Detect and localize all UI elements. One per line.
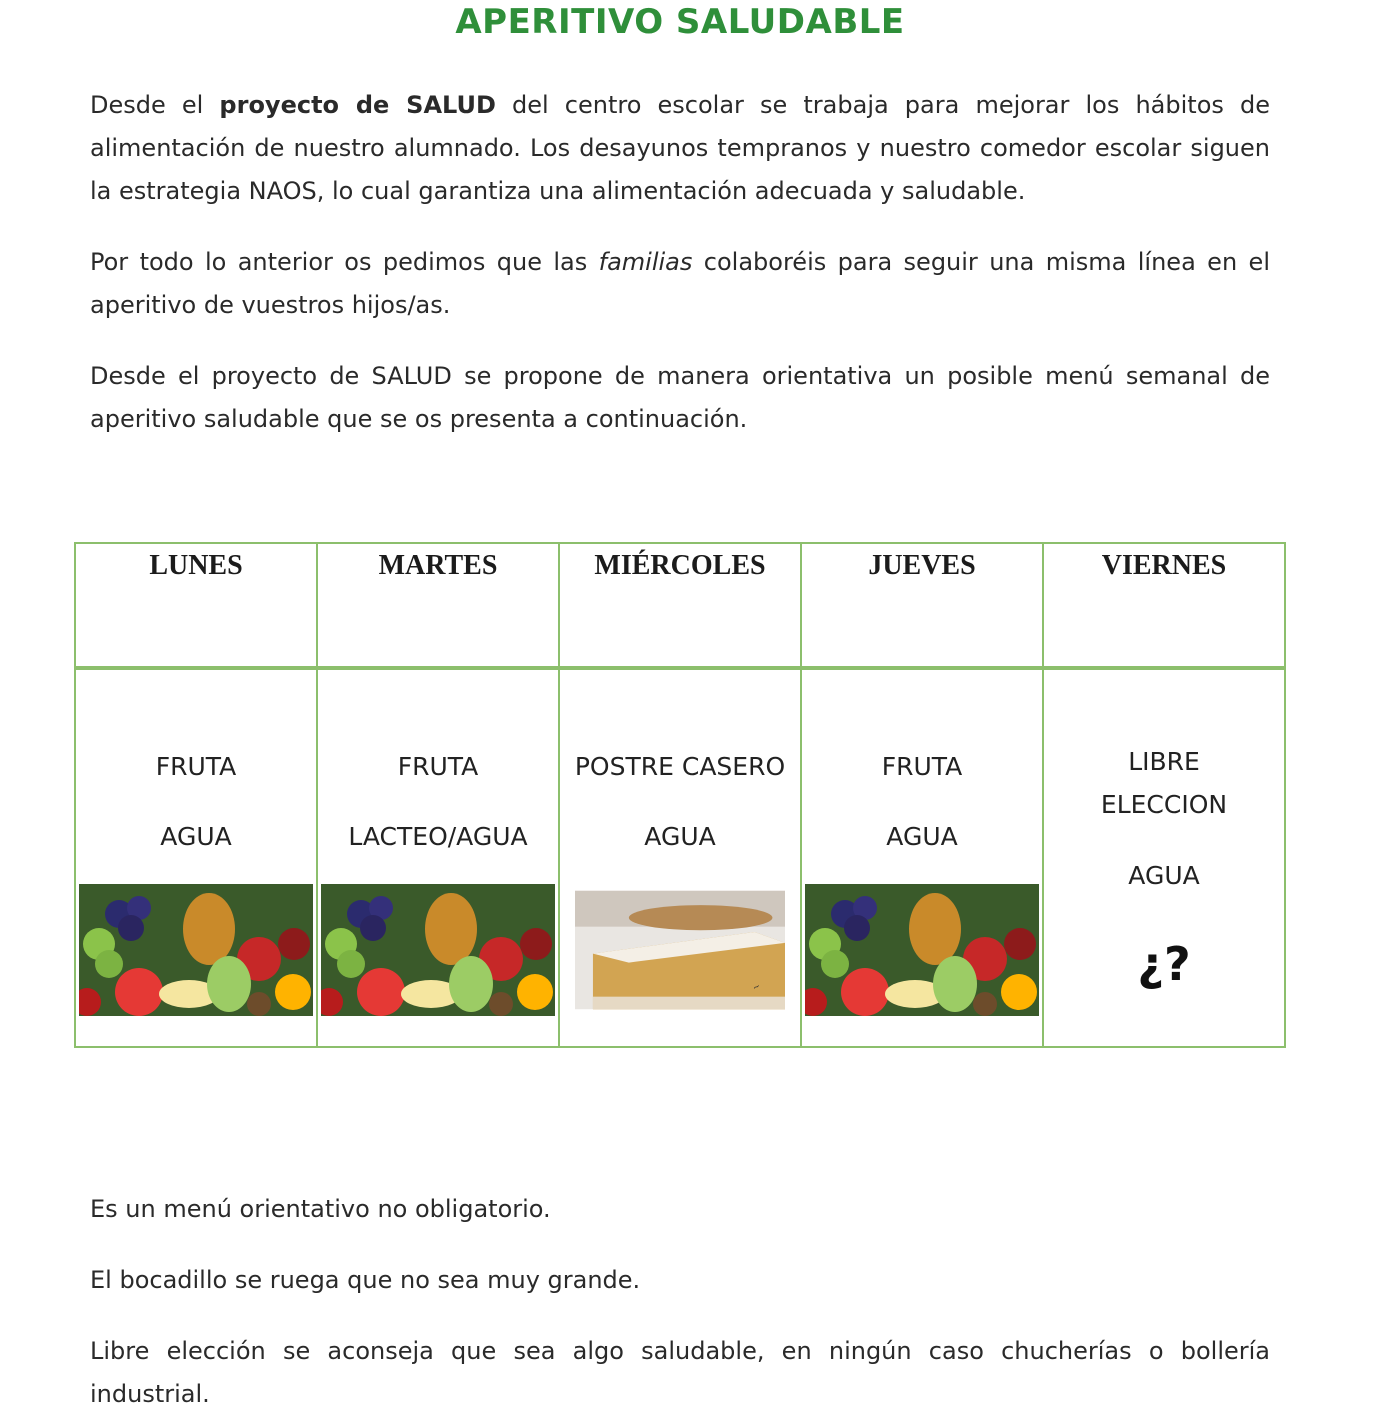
menu-cell-lunes: FRUTA AGUA	[75, 668, 317, 1047]
day-header-jueves: JUEVES	[801, 543, 1043, 668]
intro-paragraph: Desde el proyecto de SALUD del centro escolar se trabaja para mejorar los hábitos de alimentación de nuestro alumnado. Los desayunos tempranos y nuestro comedor escolar siguen la estrategia NAOS, lo cual garantiza una alimentación adecuada y saludable.	[90, 91, 1270, 205]
fruit-image	[805, 884, 1039, 1016]
day-header-viernes: VIERNES	[1043, 543, 1285, 668]
fruit-image	[79, 884, 313, 1016]
menu-cell-miercoles: POSTRE CASERO AGUA ~	[559, 668, 801, 1047]
request-paragraph: Por todo lo anterior os pedimos que las familias colaboréis para seguir una misma línea en el aperitivo de vuestros hijos/as.	[90, 248, 1270, 319]
footer-note-3: Libre elección se aconseja que sea algo saludable, en ningún caso chucherías o bollería industrial.	[90, 1337, 1270, 1408]
menu-cell-viernes: LIBRE ELECCION AGUA ¿?	[1043, 668, 1285, 1047]
day-header-lunes: LUNES	[75, 543, 317, 668]
footer-note-1: Es un menú orientativo no obligatorio.	[90, 1195, 551, 1223]
question-marks: ¿?	[1137, 937, 1191, 991]
page-title: APERITIVO SALUDABLE	[455, 2, 905, 42]
proposal-paragraph: Desde el proyecto de SALUD se propone de manera orientativa un posible menú semanal de aperitivo saludable que se os presenta a continuación.	[90, 362, 1270, 433]
day-header-martes: MARTES	[317, 543, 559, 668]
fruit-image	[321, 884, 555, 1016]
menu-cell-martes: FRUTA LACTEO/AGUA	[317, 668, 559, 1047]
day-header-miercoles: MIÉRCOLES	[559, 543, 801, 668]
weekly-menu-table	[74, 542, 1286, 1048]
cake-image	[575, 884, 785, 1016]
menu-cell-jueves: FRUTA AGUA	[801, 668, 1043, 1047]
svg-text:~: ~	[750, 981, 763, 994]
footer-note-2: El bocadillo se ruega que no sea muy grande.	[90, 1266, 641, 1294]
